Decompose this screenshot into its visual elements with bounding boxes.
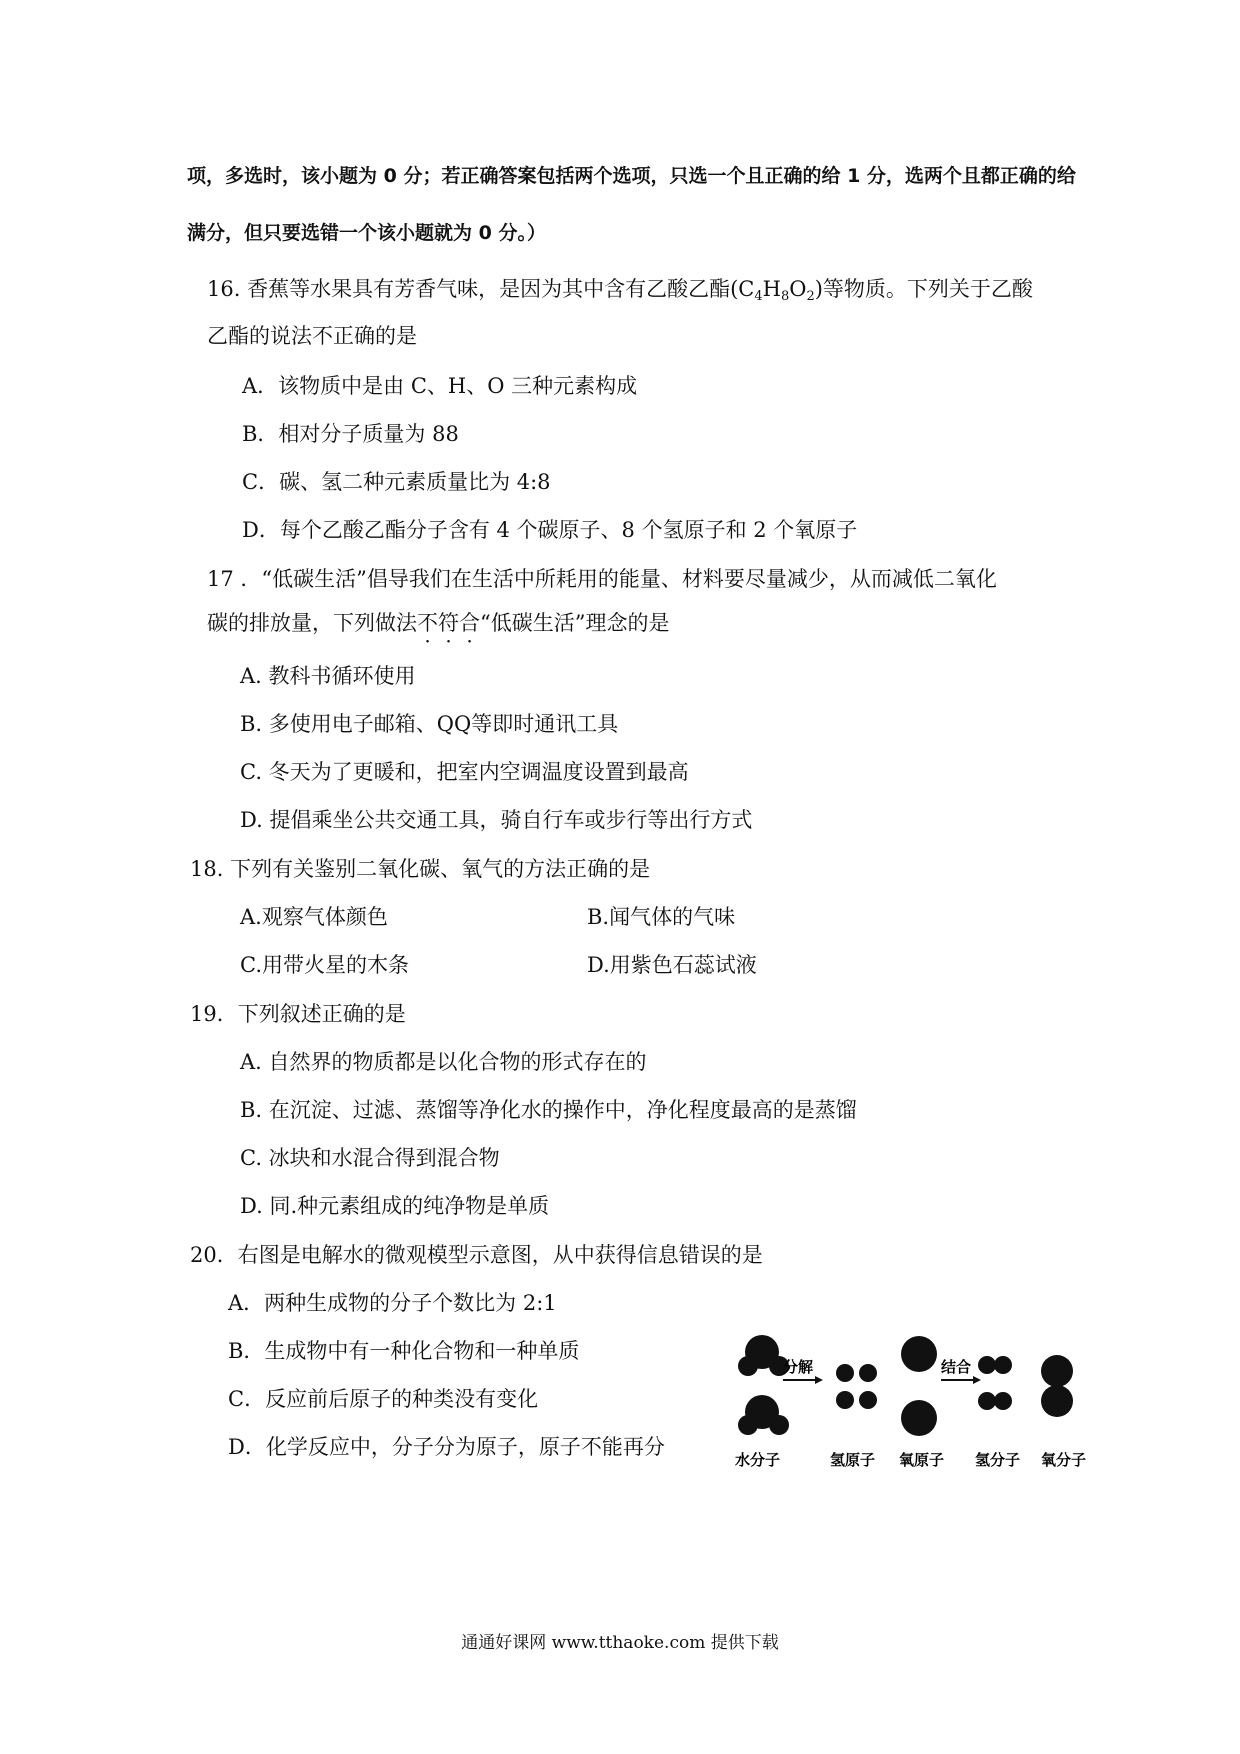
electrolysis-diagram [735, 1325, 1105, 1475]
q18-option-d: D.用紫色石蕊试液 [587, 953, 757, 977]
q16-stem-text-end: )等物质。下列关于乙酸 [814, 277, 1033, 301]
q16-option-c: C．碳、氢二种元素质量比为 4:8 [242, 470, 551, 494]
q19-option-d: D. 同.种元素组成的纯净物是单质 [240, 1194, 550, 1218]
label-oxygen-atom: 氧原子 [899, 1451, 945, 1469]
q17-stem-line-1: 17 ．“低碳生活”倡导我们在生活中所耗用的能量、材料要尽量减少，从而减低二氧化 [207, 567, 997, 591]
arrow-head [973, 1376, 981, 1384]
q20-option-a: A．两种生成物的分子个数比为 2:1 [228, 1291, 557, 1315]
q16-option-d: D．每个乙酸乙酯分子含有 4 个碳原子、8 个氢原子和 2 个氧原子 [242, 518, 858, 542]
combine-arrow-label: 结合 [941, 1358, 972, 1376]
instructions-line-1: 项，多选时，该小题为 0 分；若正确答案包括两个选项，只选一个且正确的给 1 分，选两个且都正确的给 [187, 165, 1076, 187]
instructions-line-2: 满分，但只要选错一个该小题就为 0 分。） [187, 222, 546, 244]
label-oxygen-molecule: 氧分子 [1041, 1451, 1087, 1469]
q16-option-a: A．该物质中是由 C、H、O 三种元素构成 [242, 374, 638, 398]
emphasis-char: 合 [459, 611, 480, 635]
arrow-head [815, 1376, 823, 1384]
q16-stem-text: 16. 香蕉等水果具有芳香气味，是因为其中含有乙酸乙酯( [207, 277, 739, 301]
q17-option-c: C. 冬天为了更暖和，把室内空调温度设置到最高 [240, 760, 689, 784]
q17-stem-line-2: 碳的排放量，下列做法不符合“低碳生活”理念的是 [207, 611, 670, 635]
water-molecule [738, 1395, 789, 1435]
q19-stem: 19．下列叙述正确的是 [190, 1002, 406, 1026]
chemical-formula: $C_4H_8O_2$ [738, 277, 815, 304]
q18-stem: 18. 下列有关鉴别二氧化碳、氧气的方法正确的是 [190, 857, 651, 881]
emphasis-char: 符 [438, 611, 459, 635]
q20-stem: 20．右图是电解水的微观模型示意图，从中获得信息错误的是 [190, 1243, 763, 1267]
label-hydrogen-molecule: 氢分子 [975, 1451, 1021, 1469]
q17-option-d: D. 提倡乘坐公共交通工具，骑自行车或步行等出行方式 [240, 808, 753, 832]
emphasis-char: 不 [417, 611, 438, 635]
q18-option-a: A.观察气体颜色 [240, 905, 388, 929]
q20-option-d: D．化学反应中，分子分为原子，原子不能再分 [228, 1435, 665, 1459]
q16-option-b: B．相对分子质量为 88 [242, 422, 459, 446]
hydrogen-atoms [836, 1364, 877, 1409]
q17-option-b: B. 多使用电子邮箱、QQ等即时通讯工具 [240, 712, 619, 736]
q19-option-c: C. 冰块和水混合得到混合物 [240, 1146, 500, 1170]
oxygen-molecule [1041, 1355, 1073, 1417]
q18-option-b: B.闻气体的气味 [587, 905, 736, 929]
hydrogen-molecules [978, 1356, 1012, 1410]
q16-stem-line-2: 乙酯的说法不正确的是 [207, 324, 417, 348]
q20-option-b: B．生成物中有一种化合物和一种单质 [228, 1339, 580, 1363]
water-molecule [738, 1335, 789, 1376]
q16-stem-line-1 [207, 275, 1033, 303]
footer: 通通好课网 www.tthaoke.com 提供下载 [461, 1633, 779, 1653]
q19-option-a: A. 自然界的物质都是以化合物的形式存在的 [240, 1050, 647, 1074]
oxygen-atoms [901, 1336, 937, 1436]
q19-option-b: B. 在沉淀、过滤、蒸馏等净化水的操作中，净化程度最高的是蒸馏 [240, 1098, 857, 1122]
q18-option-c: C.用带火星的木条 [240, 953, 409, 977]
q17-option-a: A. 教科书循环使用 [240, 664, 416, 688]
label-hydrogen-atom: 氢原子 [830, 1451, 876, 1469]
label-water-molecule: 水分子 [735, 1451, 781, 1469]
q20-option-c: C．反应前后原子的种类没有变化 [228, 1387, 539, 1411]
decompose-arrow-label: 分解 [783, 1358, 814, 1376]
